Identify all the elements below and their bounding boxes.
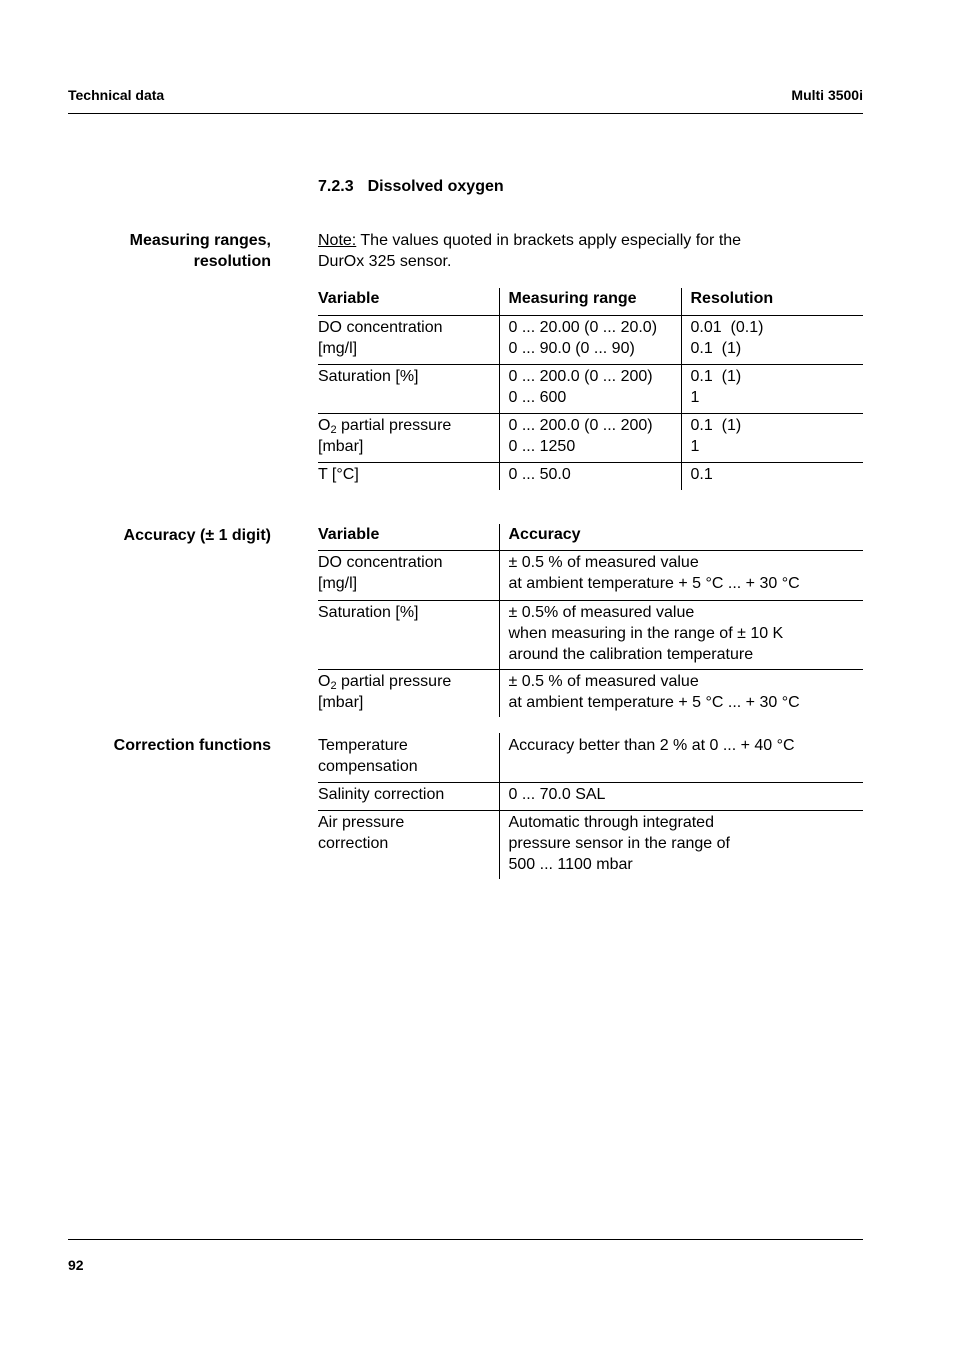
- section-heading: [318, 178, 504, 196]
- correction-table: [318, 733, 863, 879]
- section-number: 7.2.3: [318, 178, 354, 195]
- table-row: [318, 463, 863, 491]
- table-row: [318, 601, 863, 670]
- table-row: [318, 365, 863, 414]
- range-cell: 0 ... 200.0 (0 ... 200) 0 ... 600: [499, 365, 681, 414]
- header-left: Technical data: [68, 87, 165, 103]
- variable-cell: T [°C]: [318, 463, 499, 491]
- table-row: [318, 733, 863, 783]
- value-cell: 0 ... 70.0 SAL: [499, 783, 863, 811]
- col-header-variable: Variable: [318, 290, 380, 307]
- function-cell: Salinity correction: [318, 783, 499, 811]
- resolution-cell: 0.1 (1) 1: [681, 414, 863, 463]
- col-header-accuracy: Accuracy: [499, 524, 863, 551]
- accuracy-cell: ± 0.5 % of measured value at ambient temperature + 5 °C ... + 30 °C: [499, 670, 863, 718]
- header-rule: [68, 113, 863, 114]
- value-cell: Accuracy better than 2 % at 0 ... + 40 °C: [499, 733, 863, 783]
- measuring-side-label: [130, 230, 271, 272]
- note-text-line2: DurOx 325 sensor.: [318, 253, 452, 270]
- page-number: 92: [68, 1257, 84, 1273]
- accuracy-cell: ± 0.5% of measured value when measuring in the range of ± 10 K around the calibration temperature: [499, 601, 863, 670]
- correction-side-label: Correction functions: [113, 737, 271, 754]
- accuracy-side-label: Accuracy (± 1 digit): [123, 527, 271, 544]
- col-header-measuring-range: Measuring range: [499, 288, 681, 316]
- header-right: Multi 3500i: [791, 87, 863, 103]
- variable-cell: Saturation [%]: [318, 601, 499, 670]
- col-header-variable: Variable: [318, 526, 380, 543]
- measuring-range-table: [318, 288, 863, 490]
- accuracy-table: [318, 524, 863, 717]
- table-row: [318, 811, 863, 880]
- range-cell: 0 ... 50.0: [499, 463, 681, 491]
- table-header-row: [318, 524, 863, 551]
- range-cell: 0 ... 20.00 (0 ... 20.0) 0 ... 90.0 (0 ... 90): [499, 316, 681, 365]
- table-row: [318, 551, 863, 601]
- variable-cell: DO concentration [mg/l]: [318, 316, 499, 365]
- table-header-row: [318, 288, 863, 316]
- table-row: [318, 414, 863, 463]
- section-title: Dissolved oxygen: [367, 178, 504, 195]
- accuracy-cell: ± 0.5 % of measured value at ambient temperature + 5 °C ... + 30 °C: [499, 551, 863, 601]
- function-cell: Temperature compensation: [318, 737, 418, 775]
- col-header-resolution: Resolution: [681, 288, 863, 316]
- note-text-line1: The values quoted in brackets apply especially for the: [356, 232, 742, 249]
- range-cell: 0 ... 200.0 (0 ... 200) 0 ... 1250: [499, 414, 681, 463]
- note-label: Note:: [318, 232, 357, 249]
- resolution-cell: 0.01 (0.1) 0.1 (1): [681, 316, 863, 365]
- table-row: [318, 670, 863, 718]
- measuring-side-label-line1: Measuring ranges,: [129, 232, 271, 249]
- variable-cell: Saturation [%]: [318, 365, 499, 414]
- measuring-side-label-line2: resolution: [193, 253, 271, 270]
- function-cell: Air pressure correction: [318, 811, 499, 880]
- resolution-cell: 0.1: [681, 463, 863, 491]
- footer-rule: [68, 1239, 863, 1240]
- variable-cell: $O_2$ partial pressure [mbar]: [318, 414, 499, 463]
- value-cell: Automatic through integrated pressure sensor in the range of 500 ... 1100 mbar: [499, 811, 863, 880]
- table-row: [318, 316, 863, 365]
- note: [318, 230, 741, 272]
- resolution-cell: 0.1 (1) 1: [681, 365, 863, 414]
- variable-cell: $O_2$ partial pressure [mbar]: [318, 670, 499, 718]
- table-row: [318, 783, 863, 811]
- variable-cell: DO concentration [mg/l]: [318, 551, 499, 601]
